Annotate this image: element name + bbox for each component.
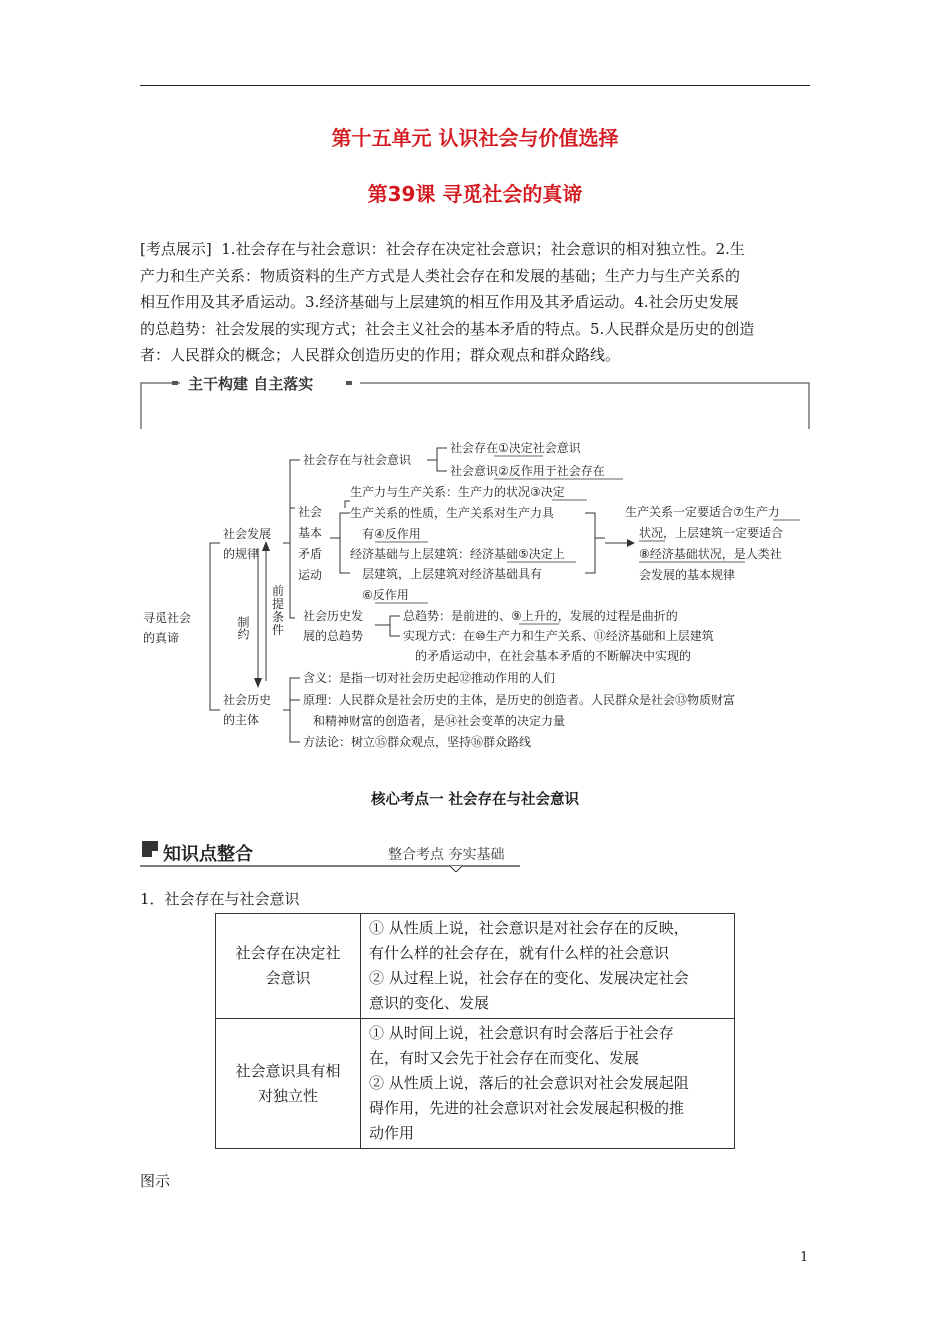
node-b1b-char: 社会 xyxy=(298,505,323,519)
kaodian-line: 者：人民群众的概念；人民群众创造历史的作用；群众观点和群众路线。 xyxy=(140,346,621,364)
kaodian-line: 相互作用及其矛盾运动。3.经济基础与上层建筑的相互作用及其矛盾运动。4.社会历史发展 xyxy=(140,293,739,311)
node-b1b-result: ⑧经济基础状况，是人类社 xyxy=(639,547,782,561)
branch-1-line: 社会发展 xyxy=(223,527,272,541)
zhiyue-label: 制约 xyxy=(236,616,250,640)
kp-title: 知识点整合 xyxy=(163,844,253,865)
node-b1b-char: 矛盾 xyxy=(298,547,323,561)
node-b1b2: ⑥反作用 xyxy=(362,588,409,602)
node-b1a1: 社会存在①决定社会意识 xyxy=(450,441,581,455)
qianti-char: 条 xyxy=(272,610,285,624)
node-b2c: 方法论：树立⑮群众观点，坚持⑯群众路线 xyxy=(303,735,532,749)
header-rule xyxy=(140,85,810,86)
table-cell-left: 社会存在决定社 会意识 xyxy=(216,914,361,1019)
table-cell-left: 社会意识具有相 对独立性 xyxy=(216,1019,361,1149)
unit-title: 第十五单元 认识社会与价值选择 xyxy=(331,126,619,150)
kaodian-line: [考点展示] 1.社会存在与社会意识：社会存在决定社会意识；社会意识的相对独立性。2.生 xyxy=(140,240,745,258)
table-cell-right: ① 从时间上说，社会意识有时会落后于社会存 在，有时又会先于社会存在而变化、发展 ② 从性质上说，落后的社会意识对社会发展起阻 碍作用，先进的社会意识对社会发展起积极的推 动作用 xyxy=(361,1019,735,1149)
branch-1-line: 的规律 xyxy=(223,547,260,561)
lesson-title: 第39课 寻觅社会的真谛 xyxy=(367,182,583,206)
qianti-char: 提 xyxy=(272,597,285,611)
kaodian-paragraph xyxy=(140,236,812,369)
node-b1c: 展的总趋势 xyxy=(303,629,364,643)
root-line: 寻觅社会 xyxy=(143,611,192,625)
node-b1b-result: 状况，上层建筑一定要适合 xyxy=(639,526,784,540)
kaodian-line: 产力和生产关系：物质资料的生产方式是人类社会存在和发展的基础；生产力与生产关系的 xyxy=(140,266,741,285)
page-number: 1 xyxy=(800,1250,809,1265)
root-line: 的真谛 xyxy=(143,631,180,645)
kaodian-line: 的总趋势：社会发展的实现方式；社会主义社会的基本矛盾的特点。5.人民群众是历史的创造 xyxy=(140,319,755,338)
node-b1b2: 经济基础与上层建筑：经济基础⑤决定上 xyxy=(350,547,565,561)
node-b1c2: 的矛盾运动中，在社会基本矛盾的不断解决中实现的 xyxy=(415,649,692,663)
branch-2-line: 社会历史 xyxy=(223,693,272,707)
kp-subtitle: 整合考点 夯实基础 xyxy=(388,847,505,863)
section-label: 主干构建 自主落实 xyxy=(188,375,314,393)
knowledge-table xyxy=(215,913,735,1149)
node-b1a: 社会存在与社会意识 xyxy=(303,453,412,467)
kaodian-tag: [考点展示] xyxy=(140,240,212,258)
table-cell-right: ① 从性质上说，社会意识是对社会存在的反映， 有什么样的社会存在，就有什么样的社会意识 ② 从过程上说，社会存在的变化、发展决定社会 意识的变化、发展 xyxy=(361,914,735,1019)
qianti-char: 前 xyxy=(272,584,285,598)
item-heading: 1．社会存在与社会意识 xyxy=(140,890,300,908)
tushi-label: 图示 xyxy=(140,1172,171,1190)
node-b2a: 含义：是指一切对社会历史起⑫推动作用的人们 xyxy=(303,671,556,685)
node-b1c2: 实现方式：在⑩生产力和生产关系、⑪经济基础和上层建筑 xyxy=(403,629,714,643)
branch-2-line: 的主体 xyxy=(223,713,260,727)
node-b2b: 和精神财富的创造者，是⑭社会变革的决定力量 xyxy=(313,714,566,728)
node-b1b1: 生产关系的性质，生产关系对生产力具 xyxy=(350,506,555,520)
node-b1c1: 总趋势：是前进的、⑨上升的，发展的过程是曲折的 xyxy=(403,609,678,623)
node-b1b-result: 生产关系一定要适合⑦生产力 xyxy=(625,505,780,519)
qianti-char: 件 xyxy=(272,623,285,637)
core-point-title: 核心考点一 社会存在与社会意识 xyxy=(370,792,580,808)
node-b1b1: 有④反作用 xyxy=(362,527,421,541)
knowledge-tree-diagram xyxy=(135,438,815,758)
node-b1b-char: 基本 xyxy=(298,526,323,540)
node-b1a2: 社会意识②反作用于社会存在 xyxy=(450,464,605,478)
node-b1b2: 层建筑，上层建筑对经济基础具有 xyxy=(362,567,543,581)
table-row xyxy=(216,1019,735,1149)
node-b1b-result: 会发展的基本规律 xyxy=(639,568,736,582)
node-b1b0: 生产力与生产关系：生产力的状况③决定 xyxy=(350,485,565,499)
table-row xyxy=(216,914,735,1019)
node-b2b: 原理：人民群众是社会历史的主体，是历史的创造者。人民群众是社会⑬物质财富 xyxy=(303,693,736,707)
node-b1b-char: 运动 xyxy=(298,568,323,582)
node-b1c: 社会历史发 xyxy=(303,609,364,623)
